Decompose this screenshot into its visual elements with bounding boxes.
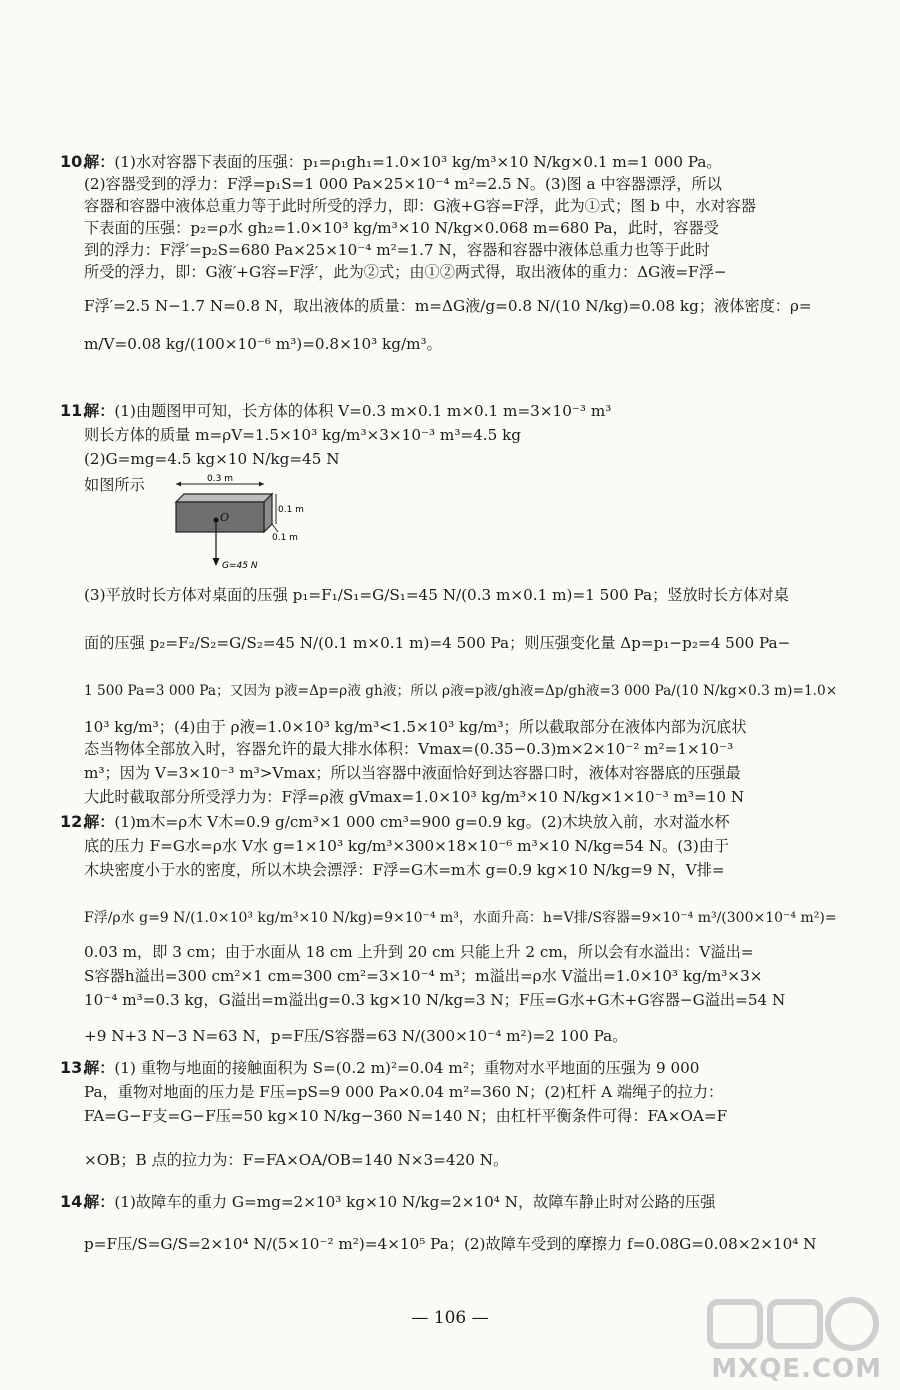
solution-text: F浮′=2.5 N−1.7 N=0.8 N，取出液体的质量：m=ΔG液/g=0.8 N/(10 N/kg)=0.08 kg；液体密度：ρ= — [84, 297, 812, 315]
solution-line — [84, 763, 741, 783]
solution-line — [84, 1082, 723, 1102]
solution-text: 如图所示 — [84, 476, 145, 494]
watermark-text: MXQE.COM — [711, 1354, 882, 1384]
solution-line — [84, 681, 837, 701]
solution-line — [84, 174, 722, 194]
center-label: O — [220, 511, 230, 524]
solution-line — [84, 196, 756, 216]
solution-line — [84, 633, 790, 653]
answer-keyword: 解： — [84, 1059, 115, 1077]
solution-line — [84, 812, 730, 832]
solution-line — [84, 262, 727, 282]
solution-line — [84, 1058, 699, 1078]
solution-text: 到的浮力：F浮′=p₂S=680 Pa×25×10⁻⁴ m²=1.7 N，容器和容器中液体总重力也等于此时 — [84, 241, 710, 259]
solution-text: +9 N+3 N−3 N=63 N，p=F压/S容器=63 N/(300×10⁻⁴ m²)=2 100 Pa。 — [84, 1027, 628, 1045]
solution-text: FA=G−F支=G−F压=50 kg×10 N/kg−360 N=140 N；由杠杆平衡条件可得：FA×OA=F — [84, 1107, 728, 1125]
solution-text: 10³ kg/m³；(4)由于 ρ液=1.0×10³ kg/m³<1.5×10³ kg/m³；所以截取部分在液体内部为沉底状 — [84, 718, 747, 736]
solution-line — [84, 334, 442, 354]
solution-text: (3)平放时长方体对桌面的压强 p₁=F₁/S₁=G/S₁=45 N/(0.3 m×0.1 m)=1 500 Pa；竖放时长方体对桌 — [84, 586, 789, 604]
solution-text: 则长方体的质量 m=ρV=1.5×10³ kg/m³×3×10⁻³ m³=4.5 kg — [84, 426, 522, 444]
solution-line — [84, 1234, 816, 1254]
solution-line — [84, 1192, 715, 1212]
solution-text: 容器和容器中液体总重力等于此时所受的浮力，即：G液+G容=F浮，此为①式；图 b 中，水对容器 — [84, 197, 756, 215]
solution-line — [84, 990, 785, 1010]
solution-text: 下表面的压强：p₂=ρ水 gh₂=1.0×10³ kg/m³×10 N/kg×0.068 m=680 Pa，此时，容器受 — [84, 219, 719, 237]
solution-text: ×OB；B 点的拉力为：F=FA×OA/OB=140 N×3=420 N。 — [84, 1151, 509, 1169]
answer-keyword: 解： — [84, 813, 115, 831]
problem-number: 11. — [60, 401, 89, 420]
solution-text: 木块密度小于水的密度，所以木块会漂浮：F浮=G木=m木 g=0.9 kg×10 N/kg=9 N，V排= — [84, 861, 725, 879]
force-label: G=45 N — [222, 561, 258, 571]
solution-line — [84, 585, 789, 605]
solution-line — [84, 717, 747, 737]
solution-text: (1)故障车的重力 G=mg=2×10³ kg×10 N/kg=2×10⁴ N，故障车静止时对公路的压强 — [114, 1193, 716, 1211]
solution-text: p=F压/S=G/S=2×10⁴ N/(5×10⁻² m²)=4×10⁵ Pa；(2)故障车受到的摩擦力 f=0.08G=0.08×2×10⁴ N — [84, 1235, 817, 1253]
solution-text: (1)水对容器下表面的压强：p₁=ρ₁gh₁=1.0×10³ kg/m³×10 N/kg×0.1 m=1 000 Pa。 — [114, 153, 722, 171]
solution-line — [84, 1150, 508, 1170]
solution-text: (1) 重物与地面的接触面积为 S=(0.2 m)²=0.04 m²；重物对水平地面的压强为 9 000 — [114, 1059, 700, 1077]
watermark-icon — [700, 1294, 890, 1354]
solution-line — [84, 475, 145, 495]
solution-text: 面的压强 p₂=F₂/S₂=G/S₂=45 N/(0.1 m×0.1 m)=4 500 Pa；则压强变化量 Δp=p₁−p₂=4 500 Pa− — [84, 634, 791, 652]
solution-line — [84, 942, 754, 962]
answer-keyword: 解： — [84, 153, 115, 171]
solution-line — [84, 860, 725, 880]
solution-line — [84, 152, 722, 172]
solution-text: m³；因为 V=3×10⁻³ m³>Vmax；所以当容器中液面恰好到达容器口时，液体对容器底的压强最 — [84, 764, 741, 782]
solution-line — [84, 218, 719, 238]
solution-text: 态当物体全部放入时，容器允许的最大排水体积：Vmax=(0.35−0.3)m×2×10⁻² m²=1×10⁻³ — [84, 740, 734, 758]
solution-text: (2)容器受到的浮力：F浮=p₁S=1 000 Pa×25×10⁻⁴ m²=2.5 N。(3)图 a 中容器漂浮，所以 — [84, 175, 722, 193]
solution-line — [84, 425, 521, 445]
solution-text: (1)m木=ρ木 V木=0.9 g/cm³×1 000 cm³=900 g=0.9 kg。(2)木块放入前，水对溢水杯 — [114, 813, 730, 831]
height-label: 0.1 m — [278, 505, 304, 515]
watermark-logo — [700, 1294, 890, 1384]
solution-text: Pa，重物对地面的压力是 F压=pS=9 000 Pa×0.04 m²=360 N；(2)杠杆 A 端绳子的拉力： — [84, 1083, 724, 1101]
solution-text: F浮/ρ水 g=9 N/(1.0×10³ kg/m³×10 N/kg)=9×10⁻⁴ m³，水面升高：h=V排/S容器=9×10⁻⁴ m³/(300×10⁻⁴ m²)= — [84, 910, 837, 926]
solution-line — [84, 401, 611, 421]
solution-text: 底的压力 F=G水=ρ水 V水 g=1×10³ kg/m³×300×18×10⁻⁶ m³×10 N/kg=54 N。(3)由于 — [84, 837, 730, 855]
solution-line — [84, 966, 762, 986]
problem-number: 14. — [60, 1192, 89, 1211]
solution-text: 0.03 m，即 3 cm；由于水面从 18 cm 上升到 20 cm 只能上升 2 cm，所以会有水溢出：V溢出= — [84, 943, 754, 961]
solution-line — [84, 240, 710, 260]
solution-line — [84, 1106, 727, 1126]
solution-line — [84, 449, 340, 469]
solution-text: 所受的浮力，即：G液′+G容=F浮′，此为②式；由①②两式得，取出液体的重力：ΔG液=F浮− — [84, 263, 727, 281]
cuboid-figure — [172, 474, 322, 574]
solution-text: 10⁻⁴ m³=0.3 kg，G溢出=m溢出g=0.3 kg×10 N/kg=3 N；F压=G水+G木+G容器−G溢出=54 N — [84, 991, 786, 1009]
solution-text: 1 500 Pa=3 000 Pa；又因为 p液=Δp=ρ液 gh液；所以 ρ液=p液/gh液=Δp/gh液=3 000 Pa/(10 N/kg×0.3 m)=1.0× — [84, 683, 838, 699]
solution-line — [84, 296, 812, 316]
answer-keyword: 解： — [84, 402, 115, 420]
solution-line — [84, 739, 733, 759]
answer-keyword: 解： — [84, 1193, 115, 1211]
solution-text: (2)G=mg=4.5 kg×10 N/kg=45 N — [84, 450, 340, 468]
page-number: — 106 — — [411, 1308, 489, 1328]
solution-text: S容器h溢出=300 cm²×1 cm=300 cm²=3×10⁻⁴ m³；m溢出=ρ水 V溢出=1.0×10³ kg/m³×3× — [84, 967, 763, 985]
solution-text: (1)由题图甲可知，长方体的体积 V=0.3 m×0.1 m×0.1 m=3×10⁻³ m³ — [114, 402, 612, 420]
solution-text: m/V=0.08 kg/(100×10⁻⁶ m³)=0.8×10³ kg/m³。 — [84, 335, 442, 353]
problem-number: 10. — [60, 152, 89, 171]
solution-line — [84, 787, 744, 807]
solution-text: 大此时截取部分所受浮力为：F浮=ρ液 gVmax=1.0×10³ kg/m³×10 N/kg×1×10⁻³ m³=10 N — [84, 788, 745, 806]
depth-label: 0.1 m — [272, 533, 298, 543]
solution-line — [84, 1026, 627, 1046]
solution-line — [84, 908, 837, 928]
problem-number: 12. — [60, 812, 89, 831]
solution-line — [84, 836, 729, 856]
problem-number: 13. — [60, 1058, 89, 1077]
width-label: 0.3 m — [207, 474, 233, 484]
